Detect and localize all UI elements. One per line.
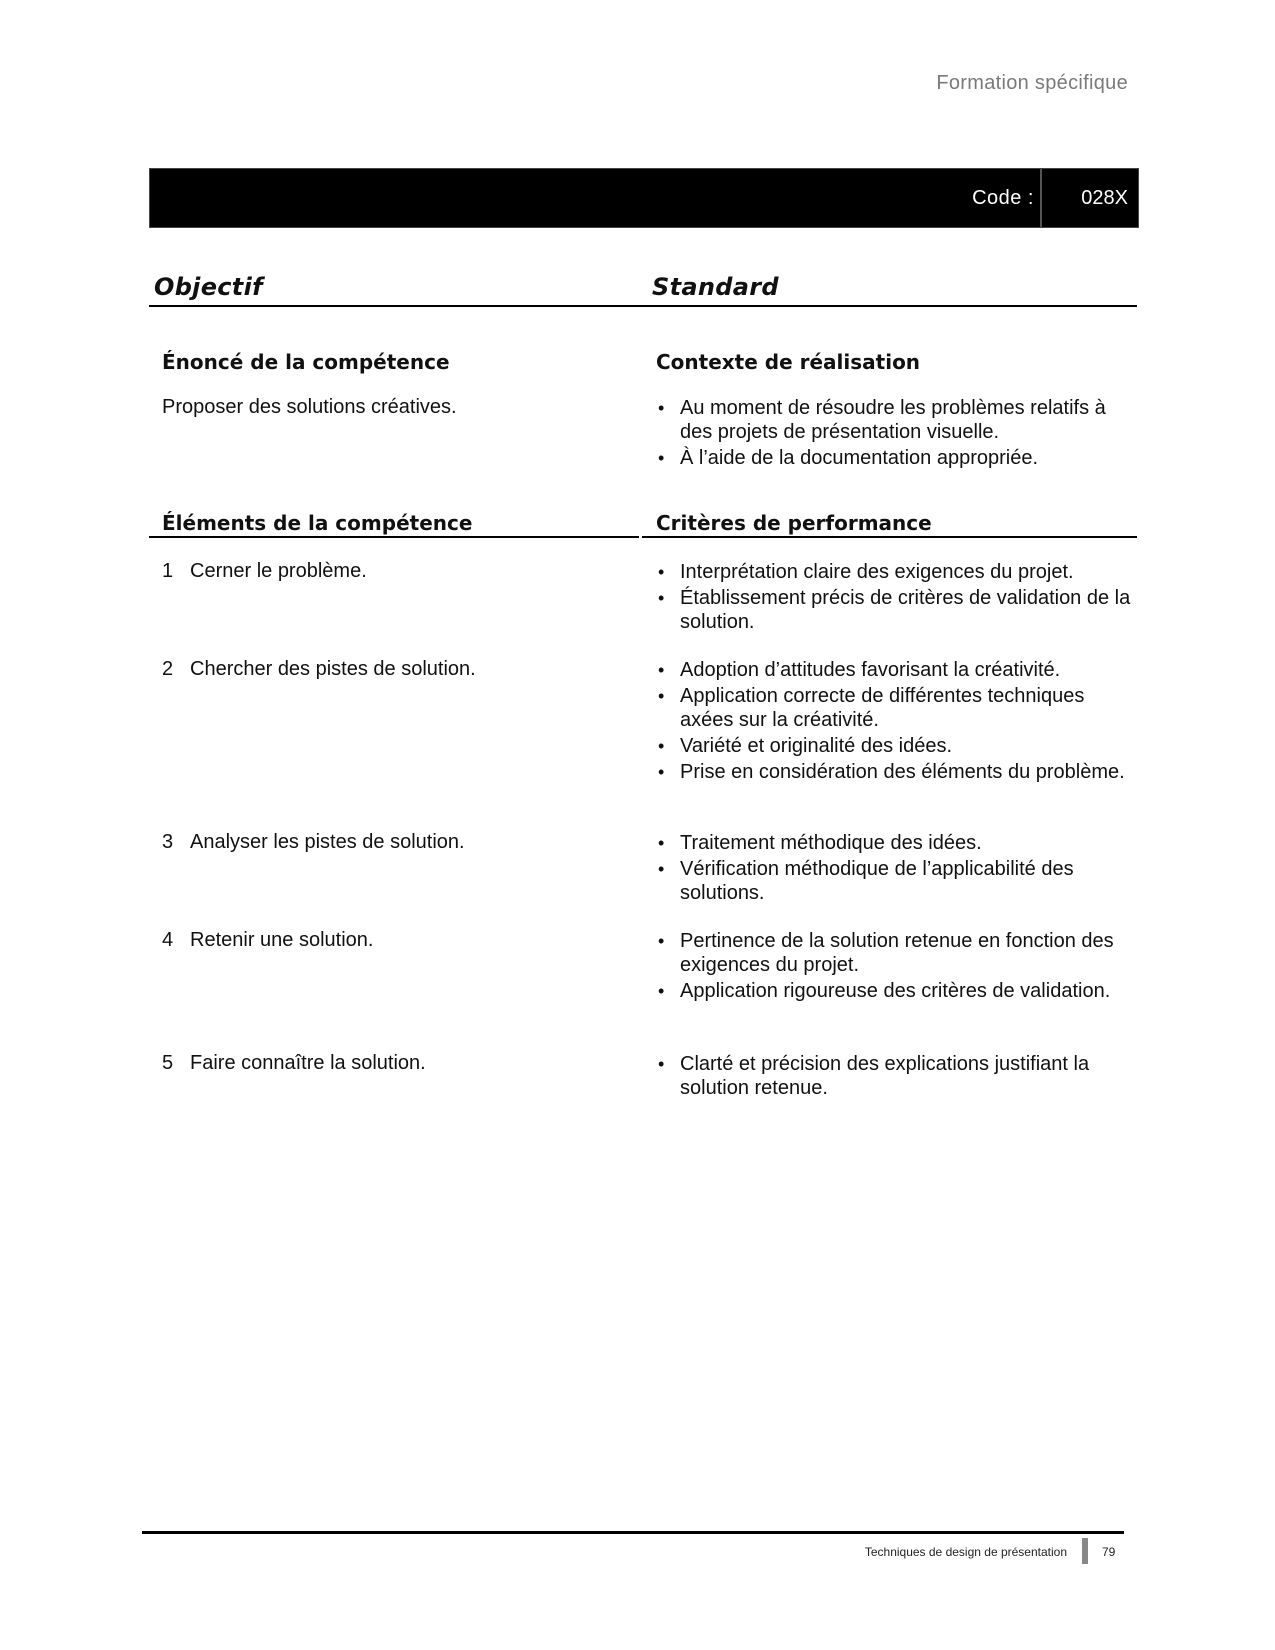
element-label: Cerner le problème. — [190, 560, 367, 582]
criteres-rule — [642, 536, 1137, 538]
objectif-title: Objectif — [154, 273, 263, 301]
contexte-list — [656, 396, 1136, 472]
criteria-item: • Prise en considération des éléments du problème. — [656, 760, 1136, 784]
enonce-text: Proposer des solutions créatives. — [162, 396, 457, 418]
page-number: 79 — [1102, 1545, 1116, 1559]
criteria-list — [656, 560, 1136, 636]
criteres-heading: Critères de performance — [656, 511, 932, 535]
element-number: 2 — [162, 658, 174, 680]
code-divider — [1040, 169, 1042, 227]
criteria-item: • Traitement méthodique des idées. — [656, 831, 1136, 855]
criteria-list — [656, 929, 1136, 1005]
criteria-list — [656, 658, 1136, 786]
running-header: Formation spécifique — [936, 72, 1128, 94]
element-number: 1 — [162, 560, 174, 582]
element-number: 4 — [162, 929, 174, 951]
standard-title: Standard — [652, 273, 779, 301]
element-row — [162, 559, 367, 583]
contexte-item: • À l’aide de la documentation appropriée. — [656, 446, 1136, 470]
element-row — [162, 1051, 426, 1075]
contexte-item: • Au moment de résoudre les problèmes relatifs à des projets de présentation visuelle. — [656, 396, 1136, 444]
criteria-item: • Application correcte de différentes techniques axées sur la créativité. — [656, 684, 1136, 732]
footer-rule — [142, 1531, 1124, 1534]
title-rule — [149, 305, 1137, 307]
code-bar — [149, 168, 1139, 228]
element-label: Retenir une solution. — [190, 929, 374, 951]
code-value: 028X — [1081, 187, 1128, 209]
footer-title: Techniques de design de présentation — [864, 1545, 1067, 1559]
criteria-list — [656, 831, 1136, 907]
criteria-item: • Pertinence de la solution retenue en fonction des exigences du projet. — [656, 929, 1136, 977]
criteria-item: • Clarté et précision des explications justifiant la solution retenue. — [656, 1052, 1136, 1100]
element-number: 3 — [162, 831, 174, 853]
criteria-item: • Établissement précis de critères de validation de la solution. — [656, 586, 1136, 634]
element-label: Chercher des pistes de solution. — [190, 658, 476, 680]
code-label: Code : — [972, 187, 1034, 209]
criteria-item: • Adoption d’attitudes favorisant la créativité. — [656, 658, 1136, 682]
enonce-heading: Énoncé de la compétence — [162, 350, 450, 374]
criteria-list — [656, 1052, 1136, 1102]
elements-heading: Éléments de la compétence — [162, 511, 473, 535]
criteria-item: • Variété et originalité des idées. — [656, 734, 1136, 758]
criteria-item: • Vérification méthodique de l’applicabilité des solutions. — [656, 857, 1136, 905]
elements-rule — [149, 536, 639, 538]
element-number: 5 — [162, 1052, 174, 1074]
criteria-item: • Interprétation claire des exigences du projet. — [656, 560, 1136, 584]
element-label: Analyser les pistes de solution. — [190, 831, 465, 853]
element-label: Faire connaître la solution. — [190, 1052, 426, 1074]
contexte-heading: Contexte de réalisation — [656, 350, 921, 374]
footer-divider — [1082, 1538, 1088, 1564]
element-row — [162, 928, 373, 952]
criteria-item: • Application rigoureuse des critères de validation. — [656, 979, 1136, 1003]
element-row — [162, 657, 476, 681]
element-row — [162, 830, 465, 854]
